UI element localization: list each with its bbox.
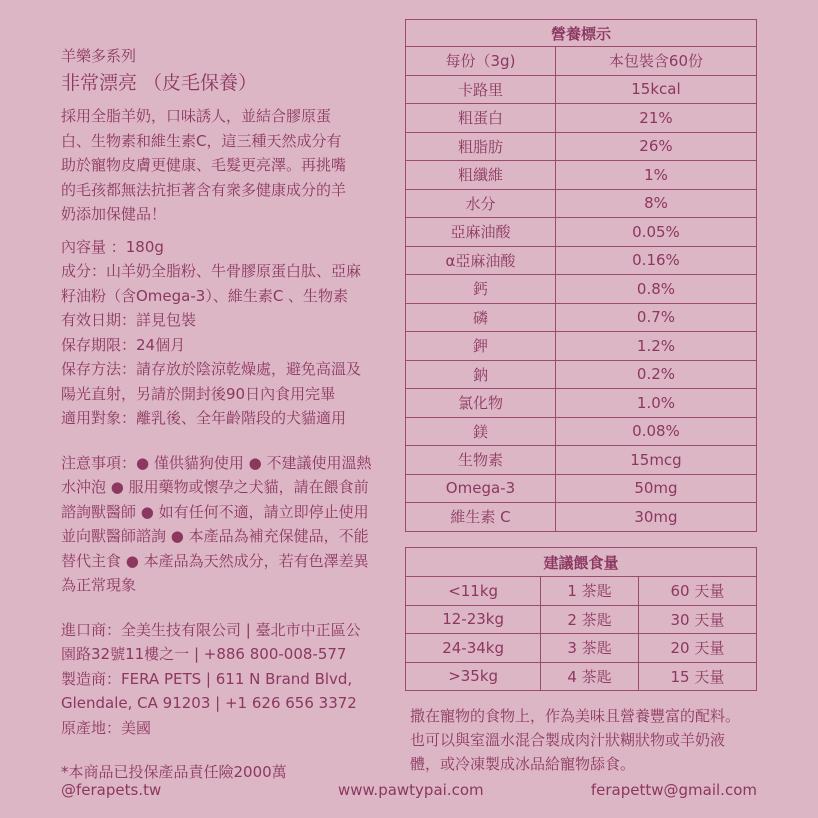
nutrient-name: 水分 <box>406 189 556 218</box>
series-name: 羊樂多系列 <box>61 47 137 65</box>
pet-weight: >35kg <box>406 662 541 691</box>
feeding-table <box>405 547 757 691</box>
company-info: 進口商：全美生技有限公司 | 臺北市中正區公 園路32號11樓之一 | +886 800-008-577 製造商：FERA PETS | 611 N Brand Blvd, Glendale, CA 91203 | +1 626 656 3372 原產地：美國 <box>61 620 361 737</box>
nutrient-name: 鎂 <box>406 417 556 446</box>
nutrition-caption: 營養標示 <box>406 20 757 47</box>
nutrition-row <box>406 474 757 503</box>
nutrient-name: 粗脂肪 <box>406 132 556 161</box>
nutrition-row <box>406 417 757 446</box>
nutrient-name: α亞麻油酸 <box>406 246 556 275</box>
nutrient-name: 鉀 <box>406 332 556 361</box>
nutrient-value: 15mcg <box>555 446 756 475</box>
nutrient-value: 8% <box>555 189 756 218</box>
nutrition-row <box>406 218 757 247</box>
dose: 2 茶匙 <box>541 605 639 634</box>
dose: 4 茶匙 <box>541 662 639 691</box>
website-link[interactable]: www.pawtypai.com <box>338 781 484 799</box>
nutrient-name: 鈣 <box>406 275 556 304</box>
nutrition-row <box>406 161 757 190</box>
nutrient-value: 0.16% <box>555 246 756 275</box>
nutrient-name: 卡路里 <box>406 75 556 104</box>
nutrition-row <box>406 275 757 304</box>
nutrient-value: 0.05% <box>555 218 756 247</box>
nutrient-value: 30mg <box>555 503 756 532</box>
package-duration: 20 天量 <box>638 634 756 663</box>
product-description-column <box>61 46 391 785</box>
nutrition-row <box>406 360 757 389</box>
nutrition-row <box>406 75 757 104</box>
product-title: 非常漂亮 （皮毛保養） <box>61 72 258 94</box>
nutrient-name: 鈉 <box>406 360 556 389</box>
dose: 1 茶匙 <box>541 577 639 606</box>
product-intro: 採用全脂羊奶，口味誘人，並結合膠原蛋 白、生物素和維生素C，這三種天然成分有 助於寵物皮膚更健康、毛髮更亮澤。再挑嘴 的毛孩都無法抗拒著含有衆多健康成分的羊 奶添加保健品！ <box>61 107 347 223</box>
nutrient-value: 0.2% <box>555 360 756 389</box>
nutrient-value: 1.2% <box>555 332 756 361</box>
email-address[interactable]: ferapettw@gmail.com <box>590 781 757 799</box>
serving-instructions: 撒在寵物的食物上，作為美味且營養豐富的配料。 也可以與室溫水混合製成肉汁狀糊狀物或羊奶液 體，或冷凍製成冰品給寵物舔食。 <box>410 707 741 773</box>
nutrient-value: 15kcal <box>555 75 756 104</box>
nutrition-row <box>406 389 757 418</box>
precautions: 注意事項：● 僅供貓狗使用 ● 不建議使用溫熱 水沖泡 ● 服用藥物或懷孕之犬貓，請在餵食前 諮詢獸醫師 ● 如有任何不適，請立即停止使用 並向獸醫師諮詢 ● 本產品為補充保健品，不能 替代主食 ● 本產品為天然成分，若有色澤差異 為正常現象 <box>61 453 372 594</box>
instagram-handle: @ferapets.tw <box>61 781 162 799</box>
nutrient-value: 0.7% <box>555 303 756 332</box>
nutrition-row <box>406 303 757 332</box>
nutrition-row <box>406 189 757 218</box>
nutrition-row <box>406 332 757 361</box>
nutrient-name: 磷 <box>406 303 556 332</box>
package-duration: 15 天量 <box>638 662 756 691</box>
nutrient-value: 21% <box>555 104 756 133</box>
insurance-note: *本商品已投保產品責任險2000萬 <box>61 763 287 781</box>
nutrient-value: 0.8% <box>555 275 756 304</box>
feeding-row <box>406 634 757 663</box>
nutrient-value: 26% <box>555 132 756 161</box>
package-duration: 60 天量 <box>638 577 756 606</box>
nutrient-name: 亞麻油酸 <box>406 218 556 247</box>
nutrient-name: 維生素 C <box>406 503 556 532</box>
feeding-row <box>406 662 757 691</box>
dose: 3 茶匙 <box>541 634 639 663</box>
nutrition-header-serving: 每份（3g) <box>406 47 556 76</box>
package-duration: 30 天量 <box>638 605 756 634</box>
nutrient-value: 1.0% <box>555 389 756 418</box>
pet-weight: 24-34kg <box>406 634 541 663</box>
nutrient-value: 0.08% <box>555 417 756 446</box>
nutrient-name: 粗纖維 <box>406 161 556 190</box>
nutrition-row <box>406 132 757 161</box>
nutrition-row <box>406 503 757 532</box>
feeding-row <box>406 605 757 634</box>
nutrition-header-package: 本包裝含60份 <box>555 47 756 76</box>
nutrient-value: 50mg <box>555 474 756 503</box>
nutrient-name: 粗蛋白 <box>406 104 556 133</box>
pet-weight: <11kg <box>406 577 541 606</box>
nutrient-name: 氯化物 <box>406 389 556 418</box>
nutrient-name: 生物素 <box>406 446 556 475</box>
nutrition-table <box>405 19 757 532</box>
feeding-row <box>406 577 757 606</box>
pet-weight: 12-23kg <box>406 605 541 634</box>
nutrition-row <box>406 446 757 475</box>
nutrient-value: 1% <box>555 161 756 190</box>
nutrition-row <box>406 104 757 133</box>
nutrition-row <box>406 246 757 275</box>
product-info: 內容量 ：180g 成分：山羊奶全脂粉、牛骨膠原蛋白肽、亞麻 籽油粉（含Omega-3）、維生素C 、生物素 有效日期：詳見包裝 保存期限：24個月 保存方法：請存放於陰涼乾燥處，避免高溫及 陽光直射，另請於開封後90日內食用完畢 適用對象：離乳後、全年齡階段的犬貓適用 <box>61 237 362 427</box>
feeding-caption: 建議餵食量 <box>406 548 757 577</box>
nutrient-name: Omega-3 <box>406 474 556 503</box>
